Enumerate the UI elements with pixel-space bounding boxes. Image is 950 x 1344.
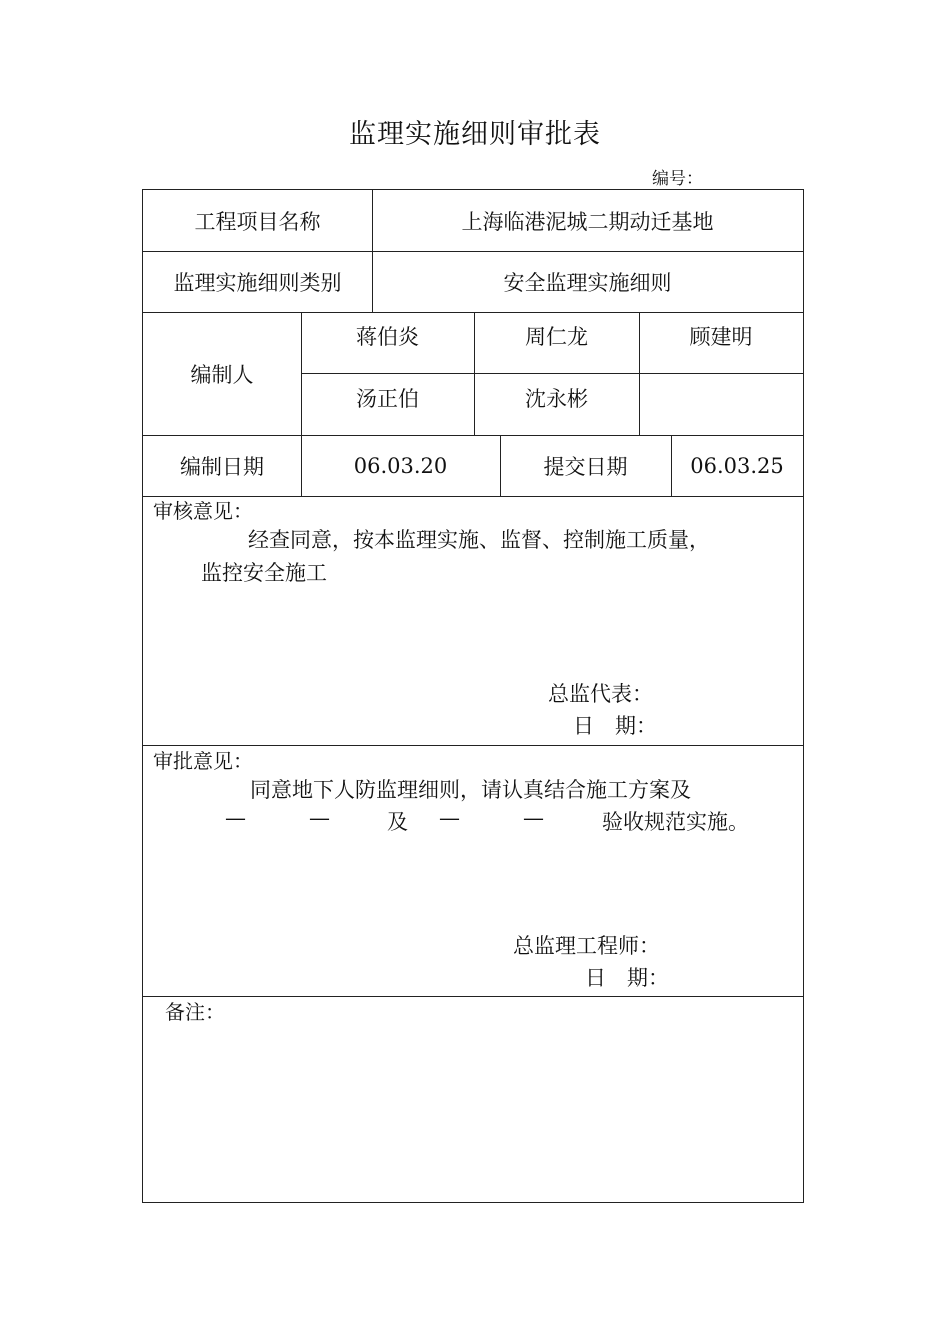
compiler-name: 周仁龙: [525, 325, 588, 349]
review-date-label: 日 期：: [573, 714, 657, 738]
approval-fragment: —: [439, 806, 460, 830]
submit-date-label: 提交日期: [543, 454, 628, 479]
project-name-label: 工程项目名称: [194, 209, 321, 234]
category-label: 监理实施细则类别: [173, 270, 342, 295]
approval-fragment: —: [523, 806, 544, 830]
approval-signer-label: 总监理工程师：: [513, 934, 660, 958]
approval-fragment: —: [225, 806, 246, 830]
approval-form-table: [142, 189, 804, 1203]
approval-fragment: 及: [387, 810, 408, 834]
compiler-name: 蒋伯炎: [356, 325, 419, 349]
form-title: 监理实施细则审批表: [349, 119, 601, 150]
compiler-name: 沈永彬: [525, 387, 588, 411]
compile-date-label: 编制日期: [180, 454, 264, 479]
approval-opinion-line: 同意地下人防监理细则，请认真结合施工方案及: [250, 778, 691, 802]
remarks-heading: 备注：: [165, 1000, 225, 1024]
review-signer-label: 总监代表：: [548, 682, 653, 706]
review-opinion-line: 监控安全施工: [201, 561, 327, 585]
approval-fragment: 验收规范实施。: [602, 810, 749, 834]
approval-fragment: —: [309, 806, 330, 830]
compiler-name: 汤正伯: [356, 387, 419, 411]
approval-date-label: 日 期：: [585, 966, 669, 990]
approval-heading: 审批意见：: [153, 749, 253, 773]
review-heading: 审核意见：: [153, 499, 253, 523]
document-number-label: 编号：: [652, 169, 703, 189]
submit-date-value: 06.03.25: [690, 453, 784, 478]
project-name-value: 上海临港泥城二期动迁基地: [461, 209, 714, 234]
row-divider: [143, 996, 803, 997]
compilers-label: 编制人: [190, 362, 254, 387]
category-value: 安全监理实施细则: [503, 270, 672, 295]
compiler-name: 顾建明: [689, 325, 753, 349]
review-opinion-line: 经查同意，按本监理实施、监督、控制施工质量，: [248, 528, 710, 552]
compile-date-value: 06.03.20: [353, 453, 448, 478]
